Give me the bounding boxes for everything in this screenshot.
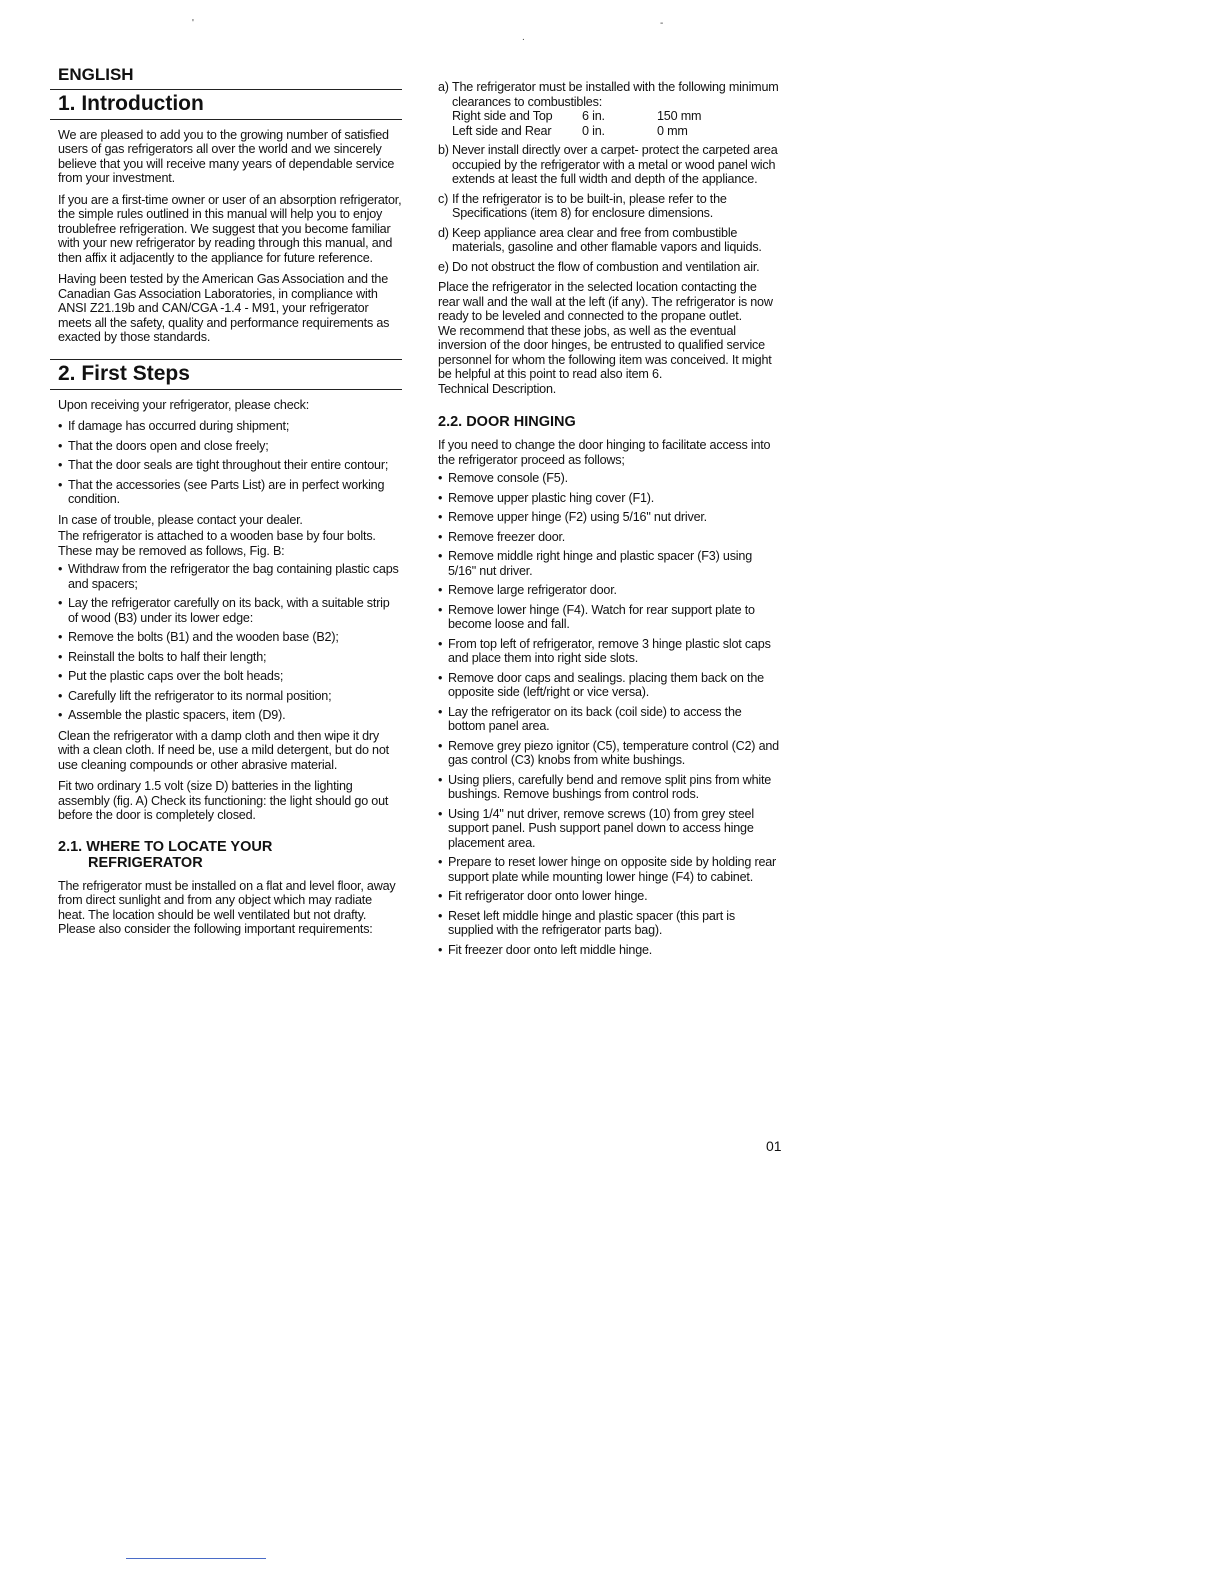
intro-paragraph: We are pleased to add you to the growing number of satisfied users of gas refrigerators all over the world and we sincerely believe that you will receive many years of dependable service from your investment. <box>58 127 395 185</box>
list-item: • Using pliers, carefully bend and remove split pins from white bushings. Remove bushings from control rods. <box>438 773 780 802</box>
requirement-item <box>438 80 780 138</box>
placement-paragraph: We recommend that these jobs, as well as the eventual inversion of the door hinges, be entrusted to qualified service personnel for whom the following item was conceived. It might be helpful at this point to read also item 6. <box>438 323 772 381</box>
list-item: • Remove console (F5). <box>438 471 780 486</box>
clearance-mm: 150 mm <box>657 109 702 123</box>
list-item: • Remove middle right hinge and plastic spacer (F3) using 5/16" nut driver. <box>438 549 780 578</box>
requirement-text: Keep appliance area clear and free from combustible materials, gasoline and other flamable vapors and liquids. <box>452 225 762 254</box>
list-item: • Fit freezer door onto left middle hinge. <box>438 943 780 958</box>
list-item: • That the doors open and close freely; <box>58 439 402 454</box>
locate-heading <box>58 839 402 871</box>
introduction-title: 1. Introduction <box>50 89 402 120</box>
list-item: • Remove freezer door. <box>438 530 780 545</box>
locate-heading-line1: 2.1. WHERE TO LOCATE YOUR <box>58 838 273 855</box>
list-item: • Remove door caps and sealings. placing them back on the opposite side (left/right or vice versa). <box>438 671 780 700</box>
right-column <box>430 76 780 963</box>
list-item: • Reinstall the bolts to half their length; <box>58 650 402 665</box>
list-item: • Assemble the plastic spacers, item (D9). <box>58 708 402 723</box>
list-item: • Lay the refrigerator carefully on its back, with a suitable strip of wood (B3) under its lower edge: <box>58 596 402 625</box>
door-hinging-steps <box>438 471 780 957</box>
clearance-row <box>452 124 780 139</box>
scan-mark: . <box>522 32 525 43</box>
locate-text: The refrigerator must be installed on a flat and level floor, away from direct sunlight and from any object which may radiate heat. The location should be well ventilated but not drafty. Please also consider the following important requirements: <box>58 878 396 936</box>
clearance-inches: 0 in. <box>582 123 605 138</box>
left-column <box>50 60 402 944</box>
first-steps-body <box>50 398 402 937</box>
requirement-item <box>438 192 780 221</box>
requirement-text: If the refrigerator is to be built-in, please refer to the Specifications (item 8) for enclosure dimensions. <box>452 191 727 220</box>
placement-text <box>430 280 780 396</box>
list-item: • If damage has occurred during shipment; <box>58 419 402 434</box>
requirement-text: Never install directly over a carpet- protect the carpeted area occupied by the refrigerator with a metal or wood panel wich extends at least the full width and depth of the appliance. <box>452 143 778 186</box>
door-hinging-section <box>430 414 780 957</box>
introduction-body <box>50 128 402 345</box>
first-steps-title: 2. First Steps <box>50 359 402 390</box>
item-marker: b) <box>438 143 449 157</box>
list-item: • Remove grey piezo ignitor (C5), temperature control (C2) and gas control (C3) knobs from white bushings. <box>438 739 780 768</box>
requirement-text: Do not obstruct the flow of combustion and ventilation air. <box>452 259 760 274</box>
clearance-mm: 0 mm <box>657 123 688 138</box>
locate-heading-line2: REFRIGERATOR <box>88 854 203 871</box>
page-number: 01 <box>766 1138 782 1154</box>
item-marker: a) <box>438 80 449 94</box>
requirement-item <box>438 143 780 187</box>
list-item: • Reset left middle hinge and plastic spacer (this part is supplied with the refrigerator parts bag). <box>438 909 780 938</box>
requirement-item <box>438 260 780 275</box>
intro-paragraph: If you are a first-time owner or user of an absorption refrigerator, the simple rules outlined in this manual will help you to enjoy troublefree refrigeration. We suggest that you become familiar with your new refrigerator by reading through this manual, and then affix it adjacently to the appliance for future reference. <box>58 192 402 265</box>
list-item: • Put the plastic caps over the bolt heads; <box>58 669 402 684</box>
list-item: • Withdraw from the refrigerator the bag containing plastic caps and spacers; <box>58 562 402 591</box>
list-item: • Using 1/4" nut driver, remove screws (10) from grey steel support panel. Push support panel down to access hinge placement area. <box>438 807 780 851</box>
placement-paragraph: Place the refrigerator in the selected location contacting the rear wall and the wall at the left (if any). The refrigerator is now ready to be leveled and connected to the propane outlet. <box>438 280 773 323</box>
clearance-inches: 6 in. <box>582 109 605 123</box>
check-intro: Upon receiving your refrigerator, please check: <box>58 397 310 412</box>
item-marker: d) <box>438 225 449 240</box>
check-list <box>58 419 402 507</box>
base-removal-list <box>58 562 402 723</box>
language-heading: ENGLISH <box>58 65 134 84</box>
requirements-list <box>438 80 780 274</box>
clearance-label: Left side and Rear <box>452 123 552 138</box>
door-hinging-heading: 2.2. DOOR HINGING <box>438 414 576 430</box>
item-marker: c) <box>438 191 449 206</box>
list-item: • Lay the refrigerator on its back (coil side) to access the bottom panel area. <box>438 705 780 734</box>
list-item: • Carefully lift the refrigerator to its normal position; <box>58 689 402 704</box>
cleaning-text: Clean the refrigerator with a damp cloth and then wipe it dry with a clean cloth. If need be, use a mild detergent, but do not use cleaning compounds or other abrasive material. <box>58 728 389 772</box>
trouble-text: In case of trouble, please contact your dealer. <box>58 512 303 527</box>
batteries-text: Fit two ordinary 1.5 volt (size D) batteries in the lighting assembly (fig. A) Check its functioning: the light should go out before the door is completely closed. <box>58 779 389 822</box>
intro-paragraph: Having been tested by the American Gas Association and the Canadian Gas Association Laboratories, in compliance with ANSI Z21.19b and CAN/CGA -1.4 - M91, your refrigerator meets all the safety, quality and performance requirements as exacted by those standards. <box>58 272 390 344</box>
list-item: • Fit refrigerator door onto lower hinge. <box>438 889 780 904</box>
list-item: • Remove large refrigerator door. <box>438 583 780 598</box>
list-item: • Remove upper plastic hing cover (F1). <box>438 491 780 506</box>
placement-paragraph: Technical Description. <box>438 381 557 396</box>
requirement-item <box>438 226 780 255</box>
footer-rule <box>126 1558 266 1559</box>
list-item: • That the door seals are tight throughout their entire contour; <box>58 458 402 473</box>
list-item: • Remove lower hinge (F4). Watch for rear support plate to become loose and fall. <box>438 603 780 632</box>
list-item: • That the accessories (see Parts List) are in perfect working condition. <box>58 478 402 507</box>
requirement-text: The refrigerator must be installed with the following minimum clearances to combustibles: <box>452 80 779 109</box>
base-intro: The refrigerator is attached to a wooden base by four bolts. These may be removed as follows, Fig. B: <box>58 529 376 558</box>
door-hinging-intro: If you need to change the door hinging to facilitate access into the refrigerator proceed as follows; <box>438 438 771 467</box>
scan-mark: - <box>660 18 664 29</box>
list-item: • Remove upper hinge (F2) using 5/16" nut driver. <box>438 510 780 525</box>
clearance-row <box>452 109 780 124</box>
clearance-label: Right side and Top <box>452 109 553 123</box>
list-item: • From top left of refrigerator, remove 3 hinge plastic slot caps and place them into right side slots. <box>438 637 780 666</box>
list-item: • Prepare to reset lower hinge on opposite side by holding rear support plate while mounting lower hinge (F4) to cabinet. <box>438 855 780 884</box>
scan-mark: ' <box>192 18 194 29</box>
item-marker: e) <box>438 259 449 274</box>
list-item: • Remove the bolts (B1) and the wooden base (B2); <box>58 630 402 645</box>
